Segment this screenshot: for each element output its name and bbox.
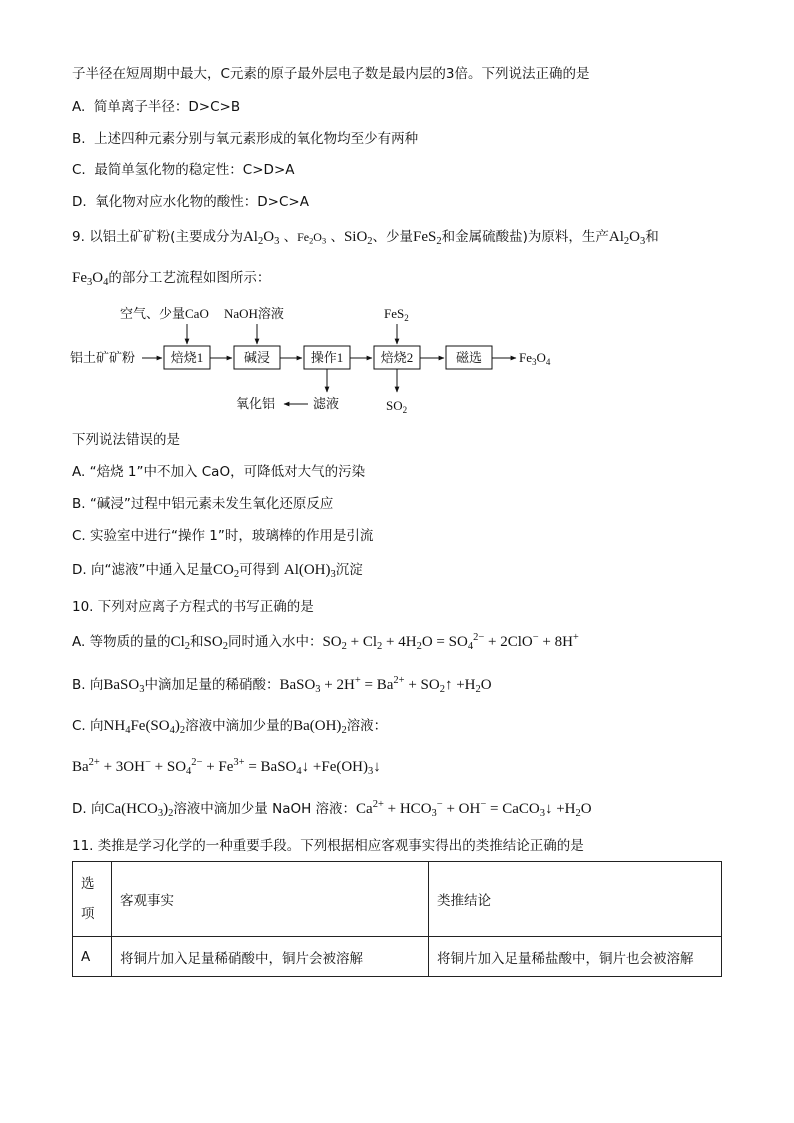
table-row[interactable] (73, 937, 722, 977)
formula-co2: $CO_2$ (212, 562, 240, 581)
formula-al2o3-product: $Al_2O_3$ (608, 229, 646, 248)
header-conclusion: 类推结论 (429, 862, 722, 937)
q9-text-1: 以铝土矿矿粉(主要成分为 (89, 229, 243, 245)
flow-alumina: 氧化铝 (236, 396, 276, 411)
option-text: 简单离子半径：D>C>B (93, 99, 241, 115)
formula-fes2: FeS$_2$ (413, 229, 442, 248)
row-conclusion: 将铜片加入足量稀盐酸中，铜片也会被溶解 (429, 937, 722, 977)
q9-text-4: 和 (645, 229, 659, 245)
table-header-row (73, 862, 722, 937)
row-option: A (73, 937, 112, 977)
flow-additive-naoh: NaOH溶液 (224, 306, 284, 321)
flow-step-magnetic-separation-label: 磁选 (455, 350, 483, 365)
flow-so2: $SO_2$ (386, 398, 408, 415)
q8-option-d[interactable] (72, 192, 309, 212)
formula-fe3o4: $Fe_3O_4$ (72, 270, 109, 289)
q9-number: 9. (72, 229, 85, 245)
option-text: 上述四种元素分别与氧元素形成的氧化物均至少有两种 (94, 131, 419, 147)
option-label: A. (72, 99, 86, 115)
q9-option-c[interactable]: C. 实验室中进行“操作 1”时，玻璃棒的作用是引流 (72, 528, 374, 544)
q9-text-2: 、少量 (372, 229, 414, 245)
option-label: B. (72, 131, 86, 147)
q10-option-c[interactable]: C. 向$NH_4Fe(SO_4)_2$溶液中滴加少量的$Ba(OH)_2$溶液： (72, 718, 388, 737)
q10-option-d[interactable]: D. 向$Ca(HCO_3)_2$溶液中滴加少量 NaOH 溶液：$Ca^{2+} + HCO_3^- + OH^-$ = CaCO$_3$↓ $+H_2O$ (72, 799, 592, 820)
q10-stem: 10. 下列对应离子方程式的书写正确的是 (72, 599, 314, 615)
q8-option-c[interactable] (72, 160, 295, 180)
equation-a: $SO_2 + Cl_2 + 4H_2O = SO_4^{2-} + 2ClO^- + 8H^+$ (322, 632, 579, 653)
q9-stem-line2 (72, 268, 270, 288)
equation-c: $Ba^{2+} + 3OH^- + SO_4^{2-} + Fe^{3+}$ = BaSO$_4$↓ $+Fe(OH)_3↓$ (72, 757, 381, 778)
option-label: D. (72, 194, 87, 210)
q10-option-a[interactable]: A. 等物质的量的$Cl_2$和$SO_2$同时通入水中：$SO_2 + Cl_2 + 4H_2O = SO_4^{2-} + 2ClO^- + 8H^+$ (72, 632, 579, 653)
q10-option-b[interactable]: B. 向BaSO$_3$中滴加足量的稀硝酸：BaSO$_3$ + $2H^+ = Ba^{2+}$ + $SO_2↑ +H_2O$ (72, 675, 492, 696)
equation-b: BaSO$_3$ + $2H^+ = Ba^{2+}$ + $SO_2↑ +H_2O$ (279, 675, 492, 696)
flow-additive-fes2: FeS$_2$ (384, 306, 409, 323)
q11-table (72, 861, 722, 977)
formula-sio2: SiO$_2$ (343, 229, 373, 248)
q9-text-5: 的部分工艺流程如图所示： (108, 270, 271, 286)
q9-option-a[interactable]: A. “焙烧 1”中不加入 CaO，可降低对大气的污染 (72, 464, 366, 480)
q9-stem-line1: 9. 以铝土矿矿粉(主要成分为$Al_2O_3$ 、$Fe_2O_3$ 、SiO$_2$、少量FeS$_2$和金属硫酸盐)为原料，生产$Al_2O_3$和 (72, 229, 659, 248)
option-label: C. (72, 162, 86, 178)
q11-stem: 11. 类推是学习化学的一种重要手段。下列根据相应客观事实得出的类推结论正确的是 (72, 838, 584, 854)
flow-product: $Fe_3O_4$ (519, 350, 551, 367)
formula-fe2o3: $Fe_2O_3$ (297, 230, 327, 246)
option-text: 最简单氢化物的稳定性：C>D>A (94, 162, 295, 178)
flow-step-operation1-label: 操作1 (310, 350, 344, 365)
process-flow-diagram (68, 300, 568, 420)
q9-ask: 下列说法错误的是 (72, 432, 180, 448)
flow-additive-air-cao: 空气、少量CaO (120, 306, 209, 321)
header-fact: 客观事实 (112, 862, 429, 937)
formula-aloh3: $Al(OH)_3$ (283, 562, 336, 581)
q8-option-a[interactable] (72, 97, 240, 117)
formula-al2o3: $Al_2O_3$ (242, 229, 280, 248)
q8-option-b[interactable] (72, 129, 418, 149)
header-option: 选 项 (73, 862, 112, 937)
flow-input: 铝土矿矿粉 (70, 350, 136, 365)
row-fact: 将铜片加入足量稀硝酸中，铜片会被溶解 (112, 937, 429, 977)
flow-step-roast1-label: 焙烧1 (170, 350, 204, 365)
flow-step-alkali-leach-label: 碱浸 (243, 350, 271, 365)
option-text: 氧化物对应水化物的酸性：D>C>A (95, 194, 309, 210)
q8-stem-tail: 子半径在短周期中最大，C元素的原子最外层电子数是最内层的3倍。下列说法正确的是 (72, 66, 590, 82)
q9-option-b[interactable]: B. “碱浸”过程中铝元素未发生氧化还原反应 (72, 496, 334, 512)
equation-d: $Ca^{2+} + HCO_3^- + OH^-$ = CaCO$_3$↓ $+H_2O$ (356, 799, 592, 820)
flow-step-roast2-label: 焙烧2 (380, 350, 414, 365)
q9-option-d[interactable]: D. 向“滤液”中通入足量$CO_2$可得到 $Al(OH)_3$沉淀 (72, 562, 363, 581)
flow-filtrate: 滤液 (313, 396, 340, 411)
q9-text-3: 和金属硫酸盐)为原料，生产 (441, 229, 609, 245)
q10-option-c-equation (72, 757, 381, 777)
